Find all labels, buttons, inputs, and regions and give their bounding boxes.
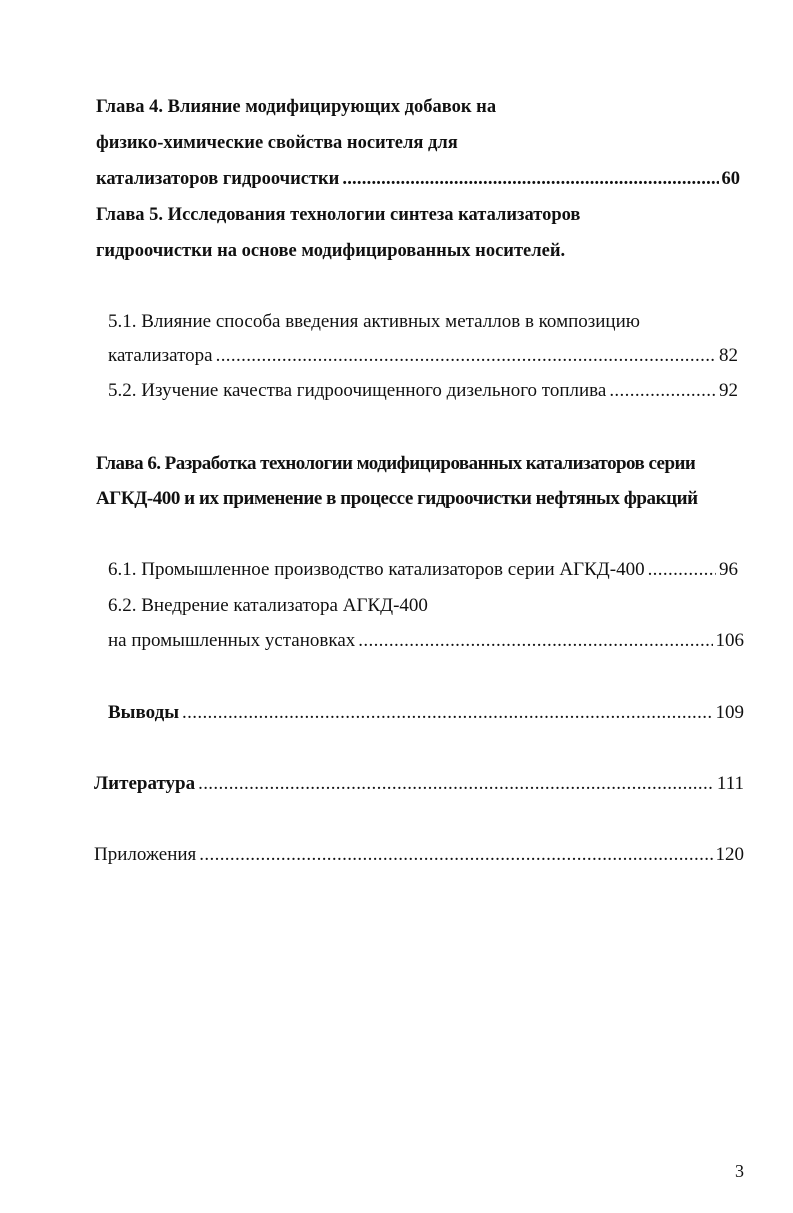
- toc-ch6-line2: АГКД-400 и их применение в процессе гидроочистки нефтяных фракций: [96, 488, 698, 509]
- toc-ch6-line1: Глава 6. Разработка технологии модифицированных катализаторов серии: [96, 453, 696, 474]
- toc-dot-leader: [182, 701, 712, 725]
- toc-ch5-line1: Глава 5. Исследования технологии синтеза катализаторов: [96, 205, 581, 225]
- toc-s6-1-line1: 6.1. Промышленное производство катализаторов серии АГКД-400: [108, 559, 645, 580]
- toc-ch4-line3: катализаторов гидроочистки: [96, 169, 340, 189]
- toc-s5-2-line1: 5.2. Изучение качества гидроочищенного дизельного топлива: [108, 380, 607, 401]
- toc-dot-leader: [199, 843, 712, 867]
- toc-dot-leader: [342, 167, 718, 191]
- toc-appendices-entry[interactable]: [94, 843, 744, 867]
- toc-s6-2-line2: на промышленных установках: [108, 630, 356, 651]
- toc-dot-leader: [609, 379, 716, 403]
- toc-ch4-entry[interactable]: [96, 167, 740, 191]
- toc-s6-2-entry[interactable]: [108, 629, 744, 653]
- toc-dot-leader: [648, 558, 716, 582]
- toc-dot-leader: [358, 629, 712, 653]
- toc-ch5-line2: гидроочистки на основе модифицированных носителей.: [96, 241, 566, 261]
- toc-s6-1-page: 96: [719, 559, 738, 580]
- toc-s6-2-line1: 6.2. Внедрение катализатора АГКД-400: [108, 595, 428, 616]
- toc-literature-entry[interactable]: [94, 772, 744, 796]
- toc-s5-1-page: 82: [719, 345, 738, 366]
- toc-dot-leader: [198, 772, 714, 796]
- toc-literature-page: 111: [716, 773, 744, 794]
- toc-conclusions-label: Выводы: [108, 702, 180, 723]
- toc-ch4-line1: Глава 4. Влияние модифицирующих добавок на: [96, 97, 497, 117]
- toc-conclusions-page: 109: [715, 702, 744, 723]
- toc-s5-1-line2: катализатора: [108, 345, 213, 366]
- page-number: 3: [735, 1161, 744, 1181]
- toc-s6-1-entry[interactable]: [108, 558, 738, 582]
- toc-s5-1-entry[interactable]: [108, 344, 738, 368]
- toc-dot-leader: [216, 344, 716, 368]
- toc-s5-2-entry[interactable]: [108, 379, 738, 403]
- toc-s5-1-line1: 5.1. Влияние способа введения активных металлов в композицию: [108, 311, 640, 332]
- toc-s6-2-page: 106: [715, 630, 744, 651]
- toc-appendices-page: 120: [715, 844, 744, 865]
- toc-appendices-label: Приложения: [94, 844, 197, 865]
- toc-conclusions-entry[interactable]: [108, 701, 744, 725]
- toc-literature-label: Литература: [94, 773, 196, 794]
- toc-s5-2-page: 92: [719, 380, 738, 401]
- toc-ch4-page: 60: [721, 169, 740, 189]
- toc-ch4-line2: физико-химические свойства носителя для: [96, 133, 458, 153]
